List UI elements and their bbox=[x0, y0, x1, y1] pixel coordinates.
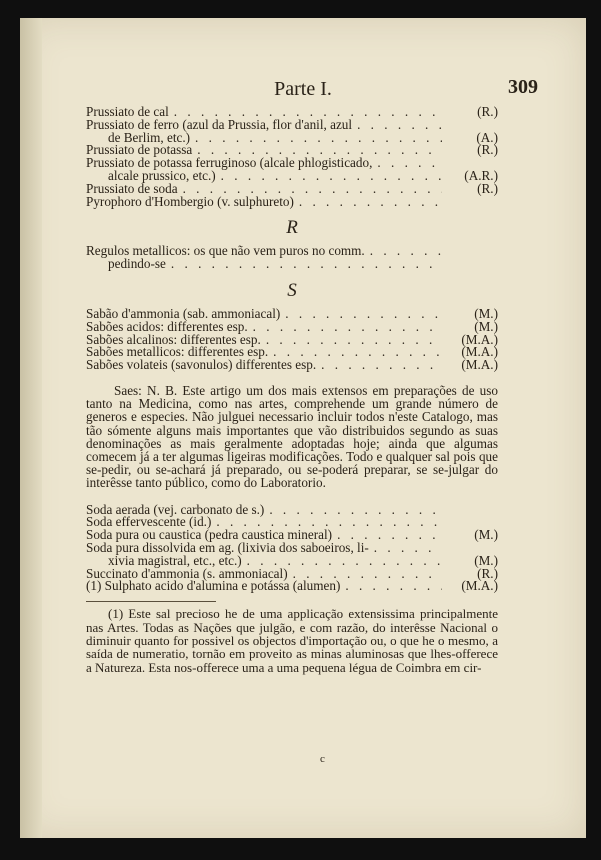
running-title: Parte I. bbox=[274, 78, 332, 100]
footnote: (1) Este sal precioso he de uma applicação extensissima principalmente nas Artes. Todas as Nações que julgão, e com razão, do interêsse Nacional o diminuir quanto for possivel os objectos d'importação ou, o que he o mesmo, a saída de numeratio, tornão em proveito as minas aluminosas que lhes-offerece a Natureza. Esta nos-offerece uma a uma pequena légua de Coimbra em cir- bbox=[86, 606, 498, 675]
leader-dots bbox=[166, 258, 442, 271]
entry-code: (R.) bbox=[477, 104, 498, 119]
entry-label: Prussiato de soda bbox=[86, 180, 178, 196]
leader-dots bbox=[216, 170, 442, 183]
entry-label: Soda pura dissolvida em ag. (lixivia dos saboeiros, li- bbox=[86, 539, 369, 555]
entry-label: Sabões metallicos: differentes esp. bbox=[86, 344, 269, 360]
leader-dots bbox=[261, 334, 442, 347]
leader-dots bbox=[280, 308, 442, 321]
entry-row bbox=[86, 258, 498, 271]
entry-list-prussiatos bbox=[86, 106, 498, 674]
entry-code: (M.A.) bbox=[461, 344, 498, 360]
page-spine-shadow bbox=[20, 18, 42, 838]
entry-label: Prussiato de potassa ferruginoso (alcale phlogisticado, bbox=[86, 155, 373, 171]
entry-code: (M.A.) bbox=[461, 331, 498, 347]
entry-code bbox=[442, 245, 498, 258]
signature-mark: c bbox=[320, 753, 325, 765]
entry-row bbox=[86, 580, 498, 593]
entry-code: (A.) bbox=[476, 129, 498, 145]
entry-code: (M.) bbox=[474, 552, 498, 568]
entry-label: Pyrophoro d'Hombergio (v. sulphureto) bbox=[86, 193, 294, 209]
leader-dots bbox=[352, 119, 442, 132]
entry-code bbox=[442, 258, 498, 271]
entry-label: Regulos metallicos: os que não vem puros no comm. bbox=[86, 243, 365, 259]
entry-label: Sabão d'ammonia (sab. ammoniacal) bbox=[86, 305, 281, 321]
leader-dots bbox=[264, 504, 442, 517]
leader-dots bbox=[372, 157, 442, 170]
entry-code: (M.) bbox=[474, 305, 498, 321]
footnote-rule bbox=[86, 601, 216, 602]
entry-code: (M.) bbox=[474, 527, 498, 543]
entry-code: (A.R.) bbox=[464, 167, 498, 183]
entry-code bbox=[442, 196, 498, 209]
entry-code: (M.) bbox=[474, 318, 498, 334]
entry-label: Sabões alcalinos: differentes esp. bbox=[86, 331, 261, 347]
entry-row bbox=[86, 193, 498, 209]
entry-label: Soda pura ou caustica (pedra caustica mineral) bbox=[86, 527, 333, 543]
entry-row bbox=[86, 359, 498, 372]
entry-label: Sabões acidos: differentes esp. bbox=[86, 318, 248, 334]
entry-label: Prussiato de cal bbox=[86, 104, 169, 119]
leader-dots bbox=[369, 542, 442, 555]
entry-label: alcale prussico, etc.) bbox=[108, 167, 216, 183]
leader-dots bbox=[190, 132, 442, 145]
entry-label: de Berlim, etc.) bbox=[108, 129, 191, 145]
entry-code: (M.A.) bbox=[461, 357, 498, 373]
page-number: 309 bbox=[508, 76, 538, 98]
section-letter-r: R bbox=[286, 217, 298, 239]
book-page bbox=[20, 18, 586, 838]
entry-label: Sabões volateis (savonulos) differentes esp. bbox=[86, 357, 317, 373]
page-header bbox=[20, 76, 586, 106]
entry-label: Soda effervescente (id.) bbox=[86, 514, 212, 530]
entry-code: (R.) bbox=[477, 142, 498, 158]
entry-label: xivia magistral, etc., etc.) bbox=[108, 552, 242, 568]
leader-dots bbox=[340, 580, 442, 593]
leader-dots bbox=[248, 321, 442, 334]
entry-label: (1) Sulphato acido d'alumina e potássa (alumen) bbox=[86, 578, 341, 594]
entry-label: Succinato d'ammonia (s. ammoniacal) bbox=[86, 565, 288, 581]
leader-dots bbox=[294, 196, 442, 209]
entry-label: Soda aerada (vej. carbonato de s.) bbox=[86, 501, 265, 517]
entry-code: (R.) bbox=[477, 565, 498, 581]
leader-dots bbox=[316, 359, 442, 372]
entry-code bbox=[442, 504, 498, 517]
entry-code: (R.) bbox=[477, 180, 498, 196]
note-paragraph: Saes: N. B. Este artigo um dos mais extensos em preparações de uso tanto na Medicina, como nas artes, comprehende um grande número de generos e especies. Não julguei necessario incluir todos n'este Catalogo, mas tão sómente alguns mais importantes que vão distribuidos segundo as suas denominações as mais geralmente adoptadas hoje; ainda que algumas comecem já a ter algumas ligeiras modificações. Todo e qualquer sal pois que se-pedir, ou se-achará já preparado, ou se-poderá preparar, se se-julgar do interêsse tanto público, como do Laboratorio. bbox=[86, 382, 498, 491]
leader-dots bbox=[365, 245, 442, 258]
entry-label: pedindo-se bbox=[108, 256, 166, 272]
entry-label: Prussiato de ferro (azul da Prussia, flor d'anil, azul bbox=[86, 116, 353, 132]
entry-code: (M.A.) bbox=[461, 578, 498, 594]
entry-label: Prussiato de potassa bbox=[86, 142, 193, 158]
section-letter-s: S bbox=[287, 279, 297, 301]
